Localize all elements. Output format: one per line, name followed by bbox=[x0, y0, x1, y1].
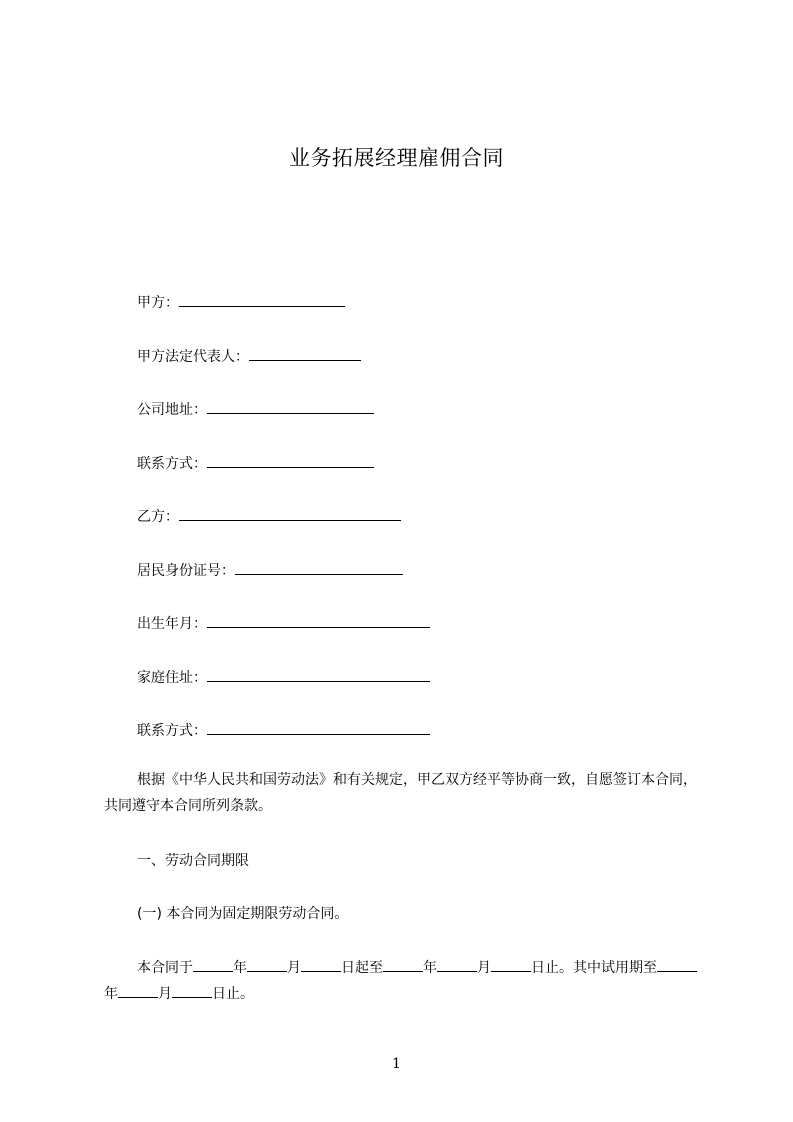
page-title: 业务拓展经理雇佣合同 bbox=[289, 146, 504, 170]
field-label: 公司地址： bbox=[137, 402, 207, 418]
fill-in-line bbox=[207, 399, 374, 414]
birth-date-field bbox=[137, 613, 430, 634]
day-blank bbox=[172, 983, 212, 998]
id-number-field bbox=[137, 560, 403, 581]
fill-in-line bbox=[249, 346, 361, 361]
field-label: 联系方式： bbox=[137, 723, 207, 739]
field-label: 居民身份证号： bbox=[137, 563, 235, 579]
day-blank bbox=[301, 957, 341, 972]
year-blank bbox=[193, 957, 233, 972]
page-number: 1 bbox=[392, 1056, 401, 1072]
intro-paragraph: 根据《中华人民共和国劳动法》和有关规定，甲乙双方经平等协商一致，自愿签订本合同，共同遵守本合同所列条款。 bbox=[104, 772, 697, 814]
party-b-contact-field bbox=[137, 720, 430, 741]
fill-in-line bbox=[207, 613, 430, 628]
field-label: 甲方： bbox=[137, 295, 179, 311]
year-blank bbox=[383, 957, 423, 972]
party-a-legal-rep-field bbox=[137, 346, 361, 367]
field-label: 甲方法定代表人： bbox=[137, 349, 249, 365]
field-label: 乙方： bbox=[137, 509, 179, 525]
fill-in-line bbox=[179, 506, 401, 521]
field-label: 家庭住址： bbox=[137, 670, 207, 686]
section-heading: 一、劳动合同期限 bbox=[137, 853, 249, 869]
fill-in-line bbox=[179, 292, 345, 307]
party-b-field bbox=[137, 506, 401, 527]
fill-in-line bbox=[207, 453, 374, 468]
contract-term-paragraph: 本合同于 年 月 日起至 年 月 日止。其中试用期至年 月 日止。 bbox=[104, 955, 701, 1007]
fill-in-line bbox=[207, 667, 430, 682]
field-label: 出生年月： bbox=[137, 616, 207, 632]
fill-in-line bbox=[207, 720, 430, 735]
section-subclause: (一) 本合同为固定期限劳动合同。 bbox=[137, 906, 349, 922]
fill-in-line bbox=[235, 560, 403, 575]
field-label: 联系方式： bbox=[137, 456, 207, 472]
party-a-contact-field bbox=[137, 453, 374, 474]
month-blank bbox=[118, 983, 158, 998]
month-blank bbox=[437, 957, 477, 972]
company-address-field bbox=[137, 399, 374, 420]
year-blank bbox=[657, 957, 697, 972]
day-blank bbox=[491, 957, 531, 972]
home-address-field bbox=[137, 667, 430, 688]
party-a-field bbox=[137, 292, 345, 313]
month-blank bbox=[247, 957, 287, 972]
